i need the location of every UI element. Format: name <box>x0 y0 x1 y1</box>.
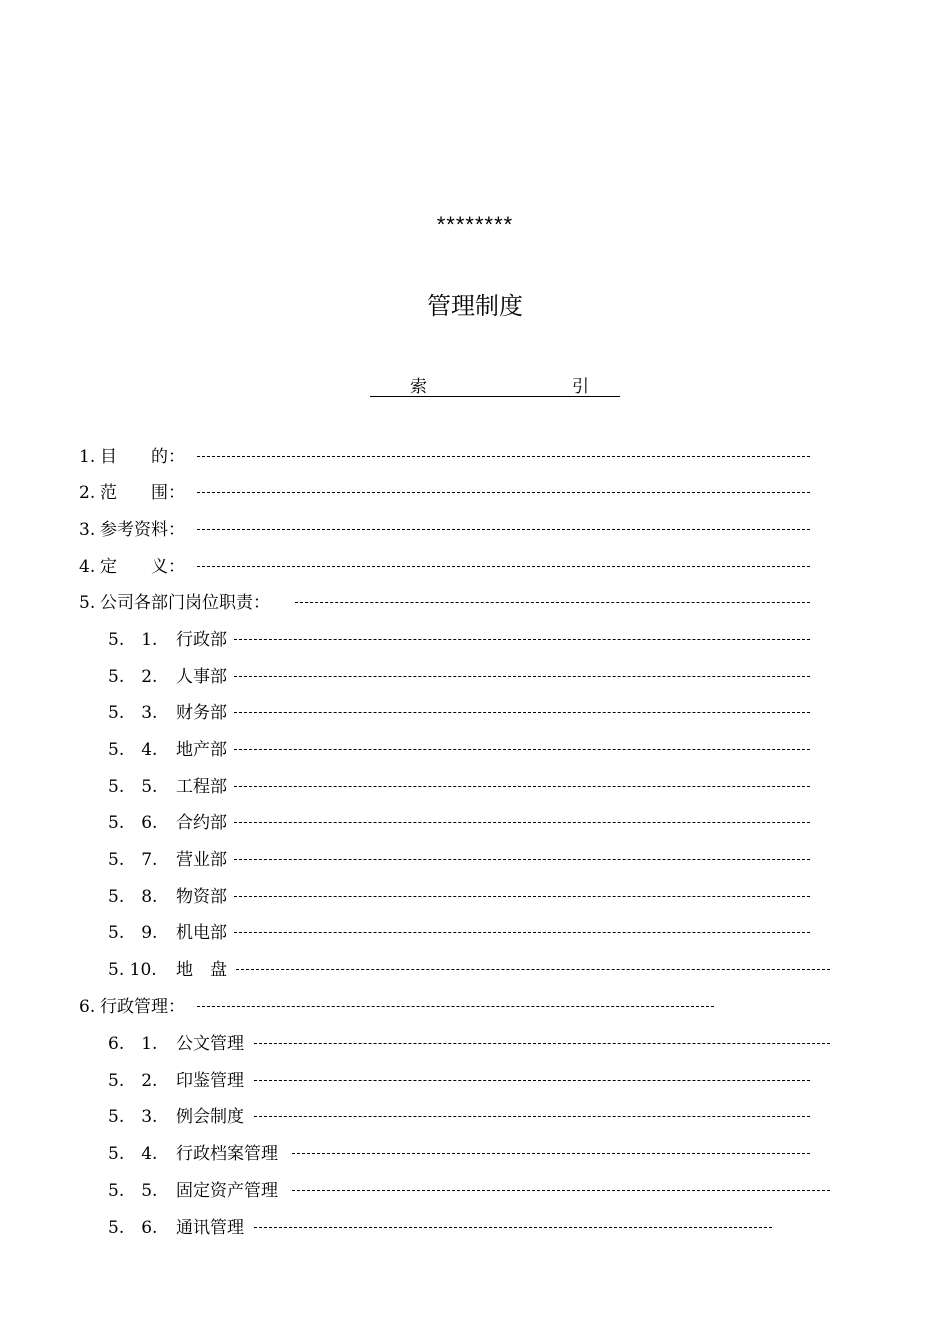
toc-leader <box>236 969 830 970</box>
toc-item-number: 5. 6. <box>108 813 158 833</box>
toc-leader <box>197 566 810 567</box>
toc-item-label: 固定资产管理 <box>176 1181 278 1201</box>
toc-item-number: 5. 5. <box>108 777 158 797</box>
toc-leader <box>197 529 810 530</box>
toc-leader <box>234 786 810 787</box>
toc-item-number: 5. 5. <box>108 1181 158 1201</box>
toc-item-label: 营业部 <box>176 850 227 870</box>
toc-item-label: 行政档案管理 <box>176 1144 278 1164</box>
toc-item-label: 物资部 <box>176 887 227 907</box>
toc-leader <box>234 859 810 860</box>
toc-item-label: 公司各部门岗位职责： <box>100 593 270 613</box>
index-heading <box>370 372 620 397</box>
toc-item-number: 5. 3. <box>108 703 158 723</box>
toc-leader <box>234 932 810 933</box>
toc-leader <box>234 676 810 677</box>
toc-item-number: 6. 1. <box>108 1034 158 1054</box>
toc-item-label: 财务部 <box>176 703 227 723</box>
toc-item-number: 5. 10. <box>108 960 157 980</box>
toc-item-number: 5. 2. <box>108 667 158 687</box>
toc-item-label: 地产部 <box>176 740 227 760</box>
toc-item-label: 人事部 <box>176 667 227 687</box>
toc-item-number: 6. <box>79 997 96 1017</box>
toc-item-label: 例会制度 <box>176 1107 244 1127</box>
toc-item-label: 地 盘 <box>176 960 227 980</box>
toc-leader <box>234 712 810 713</box>
toc-item-number: 3. <box>79 520 96 540</box>
toc-leader <box>254 1080 810 1081</box>
toc-leader <box>197 492 810 493</box>
toc-item-number: 5. 2. <box>108 1071 158 1091</box>
toc-item-label: 范 围： <box>100 483 185 503</box>
toc-leader <box>254 1227 772 1228</box>
toc-item-label: 参考资料： <box>100 520 185 540</box>
toc-leader <box>292 1153 810 1154</box>
toc-item-label: 行政管理： <box>100 997 185 1017</box>
toc-item-number: 4. <box>79 557 96 577</box>
toc-leader <box>234 896 810 897</box>
toc-item-label: 定 义： <box>100 557 185 577</box>
toc-item-number: 5. 8. <box>108 887 158 907</box>
toc-leader <box>292 1190 830 1191</box>
toc-item-number: 5. 4. <box>108 740 158 760</box>
toc-item-number: 5. 3. <box>108 1107 158 1127</box>
document-title: 管理制度 <box>427 292 523 320</box>
toc-item-label: 工程部 <box>176 777 227 797</box>
toc-item-label: 机电部 <box>176 923 227 943</box>
toc-item-number: 1. <box>79 447 96 467</box>
toc-item-number: 5. 4. <box>108 1144 158 1164</box>
toc-item-label: 印鉴管理 <box>176 1071 244 1091</box>
toc-leader <box>234 749 810 750</box>
toc-item-number: 5. 7. <box>108 850 158 870</box>
toc-leader <box>234 822 810 823</box>
document-stars: ******** <box>436 212 514 237</box>
toc-item-label: 行政部 <box>176 630 227 650</box>
toc-item-label: 通讯管理 <box>176 1218 244 1238</box>
index-heading-right: 引 <box>572 377 589 397</box>
toc-leader <box>234 639 810 640</box>
toc-item-number: 5. 9. <box>108 923 158 943</box>
toc-leader <box>197 1006 714 1007</box>
index-heading-left: 索 <box>410 377 427 397</box>
toc-item-number: 5. 6. <box>108 1218 158 1238</box>
toc-item-label: 公文管理 <box>176 1034 244 1054</box>
toc-item-number: 5. 1. <box>108 630 158 650</box>
toc-leader <box>197 456 810 457</box>
toc-item-number: 5. <box>79 593 96 613</box>
toc-leader <box>254 1116 810 1117</box>
toc-leader <box>295 602 810 603</box>
toc-item-label: 合约部 <box>176 813 227 833</box>
toc-leader <box>254 1043 830 1044</box>
toc-item-label: 目 的： <box>100 447 185 467</box>
toc-item-number: 2. <box>79 483 96 503</box>
